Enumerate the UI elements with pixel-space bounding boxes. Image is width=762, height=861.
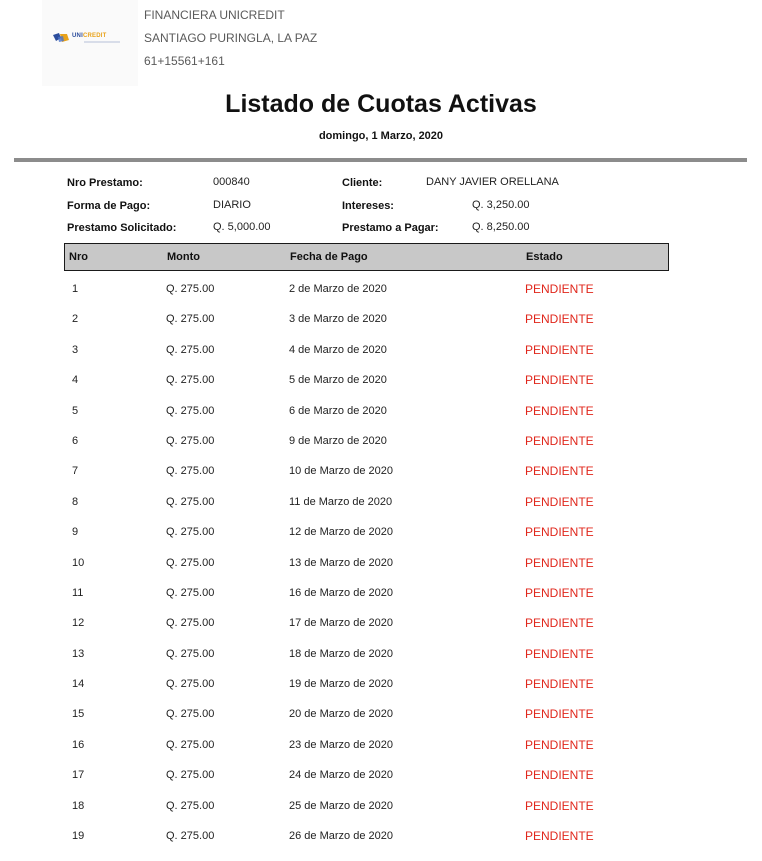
- cell-estado: PENDIENTE: [525, 555, 594, 570]
- cell-monto: Q. 275.00: [166, 678, 215, 691]
- cell-estado: PENDIENTE: [525, 585, 594, 600]
- cell-fecha: 6 de Marzo de 2020: [289, 404, 387, 417]
- cell-nro: 10: [72, 556, 85, 569]
- table-row: [0, 365, 762, 395]
- cell-fecha: 18 de Marzo de 2020: [289, 647, 393, 660]
- cell-estado: PENDIENTE: [525, 798, 594, 813]
- cell-fecha: 12 de Marzo de 2020: [289, 526, 393, 539]
- table-row: [0, 669, 762, 699]
- cell-nro: 14: [72, 678, 85, 691]
- cell-fecha: 13 de Marzo de 2020: [289, 556, 393, 569]
- column-header-fecha: Fecha de Pago: [290, 251, 368, 263]
- company-name: FINANCIERA UNICREDIT: [144, 8, 285, 22]
- cell-monto: Q. 275.00: [166, 617, 215, 630]
- cell-monto: Q. 275.00: [166, 526, 215, 539]
- cell-estado: PENDIENTE: [525, 312, 594, 327]
- table-row: [0, 608, 762, 638]
- table-row: [0, 304, 762, 334]
- prestamo-solicitado-label: Prestamo Solicitado:: [67, 222, 177, 234]
- table-row: [0, 517, 762, 547]
- cliente-label: Cliente:: [342, 177, 383, 189]
- cell-monto: Q. 275.00: [166, 434, 215, 447]
- cell-estado: PENDIENTE: [525, 373, 594, 388]
- cell-estado: PENDIENTE: [525, 525, 594, 540]
- column-header-estado: Estado: [526, 251, 563, 263]
- cell-fecha: 25 de Marzo de 2020: [289, 799, 393, 812]
- cell-estado: PENDIENTE: [525, 433, 594, 448]
- column-header-nro: Nro: [69, 251, 88, 263]
- cell-nro: 8: [72, 495, 79, 508]
- cell-fecha: 4 de Marzo de 2020: [289, 343, 387, 356]
- cell-monto: Q. 275.00: [166, 556, 215, 569]
- cell-fecha: 23 de Marzo de 2020: [289, 738, 393, 751]
- table-row: [0, 396, 762, 426]
- cell-fecha: 10 de Marzo de 2020: [289, 465, 393, 478]
- intereses-label: Intereses:: [342, 200, 394, 212]
- installments-table-body: [0, 274, 762, 851]
- unicredit-logo-icon: [52, 32, 70, 44]
- cell-nro: 6: [72, 434, 79, 447]
- table-row: [0, 487, 762, 517]
- cell-monto: Q. 275.00: [166, 495, 215, 508]
- prestamo-solicitado-value: Q. 5,000.00: [213, 221, 271, 233]
- cell-fecha: 20 de Marzo de 2020: [289, 708, 393, 721]
- cell-fecha: 3 de Marzo de 2020: [289, 313, 387, 326]
- cell-nro: 13: [72, 647, 85, 660]
- cell-nro: 9: [72, 526, 79, 539]
- forma-pago-label: Forma de Pago:: [67, 200, 151, 212]
- company-phone: 61+15561+161: [144, 54, 225, 68]
- table-header: [64, 243, 669, 271]
- cell-monto: Q. 275.00: [166, 738, 215, 751]
- report-title: Listado de Cuotas Activas: [225, 90, 537, 118]
- prestamo-pagar-label: Prestamo a Pagar:: [342, 222, 439, 234]
- cell-nro: 5: [72, 404, 79, 417]
- cell-estado: PENDIENTE: [525, 494, 594, 509]
- logo-wordmark: UNICREDIT: [72, 33, 107, 39]
- cell-nro: 19: [72, 830, 85, 843]
- nro-prestamo-label: Nro Prestamo:: [67, 177, 143, 189]
- cell-fecha: 26 de Marzo de 2020: [289, 830, 393, 843]
- cell-fecha: 5 de Marzo de 2020: [289, 374, 387, 387]
- column-header-monto: Monto: [167, 251, 200, 263]
- cell-estado: PENDIENTE: [525, 829, 594, 844]
- cell-estado: PENDIENTE: [525, 737, 594, 752]
- cell-nro: 12: [72, 617, 85, 630]
- cell-estado: PENDIENTE: [525, 646, 594, 661]
- cell-estado: PENDIENTE: [525, 464, 594, 479]
- report-date: domingo, 1 Marzo, 2020: [318, 130, 444, 142]
- cell-monto: Q. 275.00: [166, 313, 215, 326]
- company-address: SANTIAGO PURINGLA, LA PAZ: [144, 31, 318, 45]
- cell-monto: Q. 275.00: [166, 283, 215, 295]
- cell-monto: Q. 275.00: [166, 586, 215, 599]
- cell-monto: Q. 275.00: [166, 647, 215, 660]
- cell-monto: Q. 275.00: [166, 343, 215, 356]
- cell-nro: 2: [72, 313, 79, 326]
- cell-estado: PENDIENTE: [525, 677, 594, 692]
- table-row: [0, 578, 762, 608]
- cell-nro: 11: [72, 586, 84, 599]
- table-row: [0, 335, 762, 365]
- cliente-value: DANY JAVIER ORELLANA: [426, 176, 559, 188]
- table-row: [0, 730, 762, 760]
- cell-estado: PENDIENTE: [525, 403, 594, 418]
- intereses-value: Q. 3,250.00: [472, 199, 530, 211]
- cell-estado: PENDIENTE: [525, 342, 594, 357]
- cell-monto: Q. 275.00: [166, 799, 215, 812]
- cell-fecha: 11 de Marzo de 2020: [289, 495, 393, 508]
- cell-nro: 18: [72, 799, 85, 812]
- header-divider: [14, 158, 747, 162]
- cell-nro: 16: [72, 738, 85, 751]
- table-row: [0, 821, 762, 851]
- table-row: [0, 426, 762, 456]
- cell-estado: PENDIENTE: [525, 768, 594, 783]
- cell-monto: Q. 275.00: [166, 769, 215, 782]
- cell-fecha: 16 de Marzo de 2020: [289, 586, 393, 599]
- logo-tagline-bar: [84, 41, 120, 43]
- cell-estado: PENDIENTE: [525, 707, 594, 722]
- cell-fecha: 2 de Marzo de 2020: [289, 283, 387, 295]
- table-row: [0, 456, 762, 486]
- cell-fecha: 17 de Marzo de 2020: [289, 617, 393, 630]
- cell-monto: Q. 275.00: [166, 404, 215, 417]
- table-row: [0, 760, 762, 790]
- cell-nro: 1: [72, 283, 79, 295]
- cell-nro: 7: [72, 465, 79, 478]
- table-row: [0, 548, 762, 578]
- cell-monto: Q. 275.00: [166, 830, 215, 843]
- cell-fecha: 24 de Marzo de 2020: [289, 769, 393, 782]
- cell-estado: PENDIENTE: [525, 282, 594, 296]
- company-logo: [42, 0, 138, 86]
- prestamo-pagar-value: Q. 8,250.00: [472, 221, 530, 233]
- cell-monto: Q. 275.00: [166, 465, 215, 478]
- cell-nro: 3: [72, 343, 79, 356]
- table-row: [0, 274, 762, 304]
- cell-fecha: 9 de Marzo de 2020: [289, 434, 387, 447]
- table-row: [0, 791, 762, 821]
- cell-estado: PENDIENTE: [525, 616, 594, 631]
- table-row: [0, 699, 762, 729]
- nro-prestamo-value: 000840: [213, 176, 250, 188]
- cell-monto: Q. 275.00: [166, 374, 215, 387]
- cell-fecha: 19 de Marzo de 2020: [289, 678, 393, 691]
- forma-pago-value: DIARIO: [213, 199, 251, 211]
- cell-nro: 4: [72, 374, 79, 387]
- cell-nro: 17: [72, 769, 85, 782]
- cell-nro: 15: [72, 708, 85, 721]
- cell-monto: Q. 275.00: [166, 708, 215, 721]
- table-row: [0, 639, 762, 669]
